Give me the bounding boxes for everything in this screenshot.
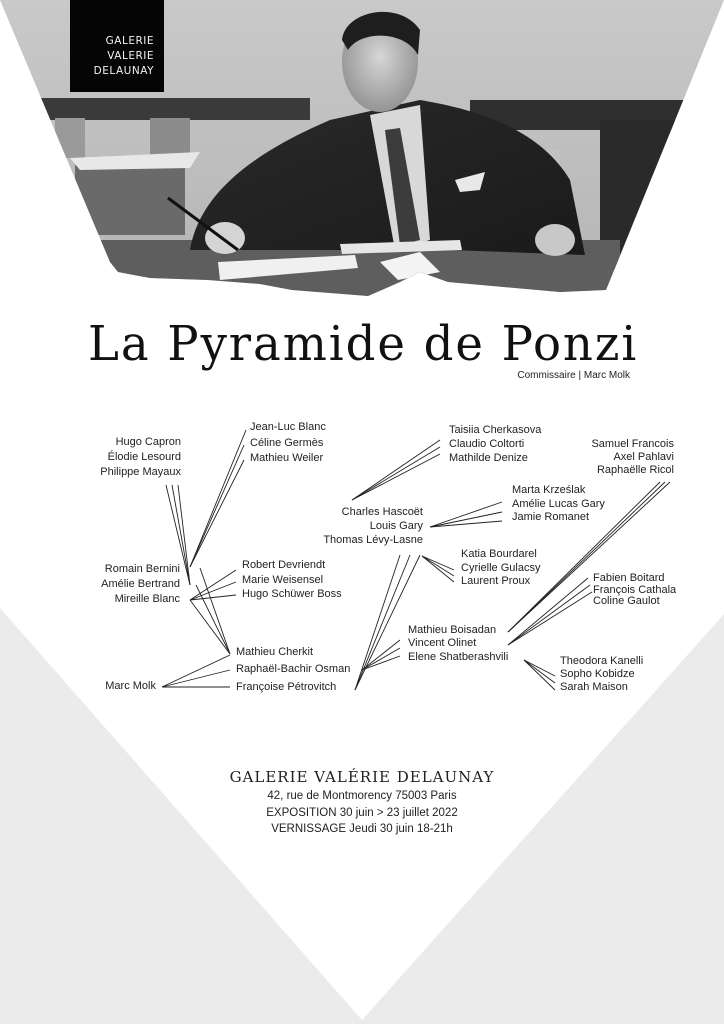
artist-name: Sopho Kobidze [560, 668, 635, 680]
gallery-address: 42, rue de Montmorency 75003 Paris [267, 790, 457, 802]
artist-name: Sarah Maison [560, 681, 628, 693]
artist-name: Cyrielle Gulacsy [461, 562, 541, 574]
logo-line: DELAUNAY [93, 65, 154, 77]
artist-name: Thomas Lévy-Lasne [323, 534, 423, 546]
artist-name: Jean-Luc Blanc [250, 421, 326, 433]
artist-name: Mireille Blanc [114, 593, 180, 605]
artist-name: Mathieu Weiler [250, 452, 324, 464]
curator-root-name: Marc Molk [105, 680, 156, 692]
logo-line: GALERIE [105, 35, 154, 47]
artist-name: Claudio Coltorti [449, 438, 525, 450]
artist-name: Axel Pahlavi [613, 451, 674, 463]
artist-name: Amélie Bertrand [101, 578, 180, 590]
gallery-info [200, 766, 524, 838]
artist-name: Elene Shatberashvili [408, 651, 509, 663]
artist-name: Charles Hascoët [341, 506, 423, 518]
artist-name: Philippe Mayaux [100, 466, 181, 478]
artist-name: Taisiia Cherkasova [449, 424, 542, 436]
artist-name: Marta Krześlak [512, 484, 586, 496]
artist-name: Mathieu Boisadan [408, 624, 497, 636]
artist-name: Hugo Schüwer Boss [242, 588, 342, 600]
artist-name: Katia Bourdarel [461, 548, 537, 560]
exhibition-dates: EXPOSITION 30 juin > 23 juillet 2022 [266, 806, 458, 819]
artist-name: Laurent Proux [461, 575, 531, 587]
artist-name: Mathilde Denize [449, 452, 528, 464]
artist-name: Céline Germès [250, 437, 324, 449]
artist-name: Romain Bernini [104, 563, 180, 575]
artist-name: Raphaël-Bachir Osman [236, 663, 351, 675]
opening-time: VERNISSAGE Jeudi 30 juin 18-21h [271, 823, 453, 835]
artist-name: Marie Weisensel [242, 574, 324, 586]
artist-name: Hugo Capron [115, 436, 181, 448]
curator-credit: Commissaire | Marc Molk [517, 370, 630, 381]
artist-name: Jamie Romanet [512, 511, 590, 523]
artist-name: Élodie Lesourd [107, 451, 181, 463]
artist-name: Françoise Pétrovitch [236, 681, 337, 693]
artist-name: Mathieu Cherkit [236, 646, 314, 658]
artist-name: Samuel Francois [591, 438, 674, 450]
gallery-logo [70, 0, 164, 92]
artist-name: Vincent Olinet [408, 637, 477, 649]
logo-line: VALERIE [107, 50, 154, 62]
artist-name: Raphaëlle Ricol [596, 464, 674, 476]
artist-name: Robert Devriendt [242, 559, 326, 571]
gallery-name: GALERIE VALÉRIE DELAUNAY [229, 768, 495, 786]
artist-name: Fabien Boitard [593, 572, 665, 584]
exhibition-title: La Pyramide de Ponzi [88, 316, 639, 372]
artist-name: Amélie Lucas Gary [512, 498, 605, 510]
artist-name: Louis Gary [369, 520, 423, 532]
artist-name: Coline Gaulot [593, 595, 660, 607]
artist-name: Theodora Kanelli [560, 655, 644, 667]
artist-name: François Cathala [593, 584, 677, 596]
